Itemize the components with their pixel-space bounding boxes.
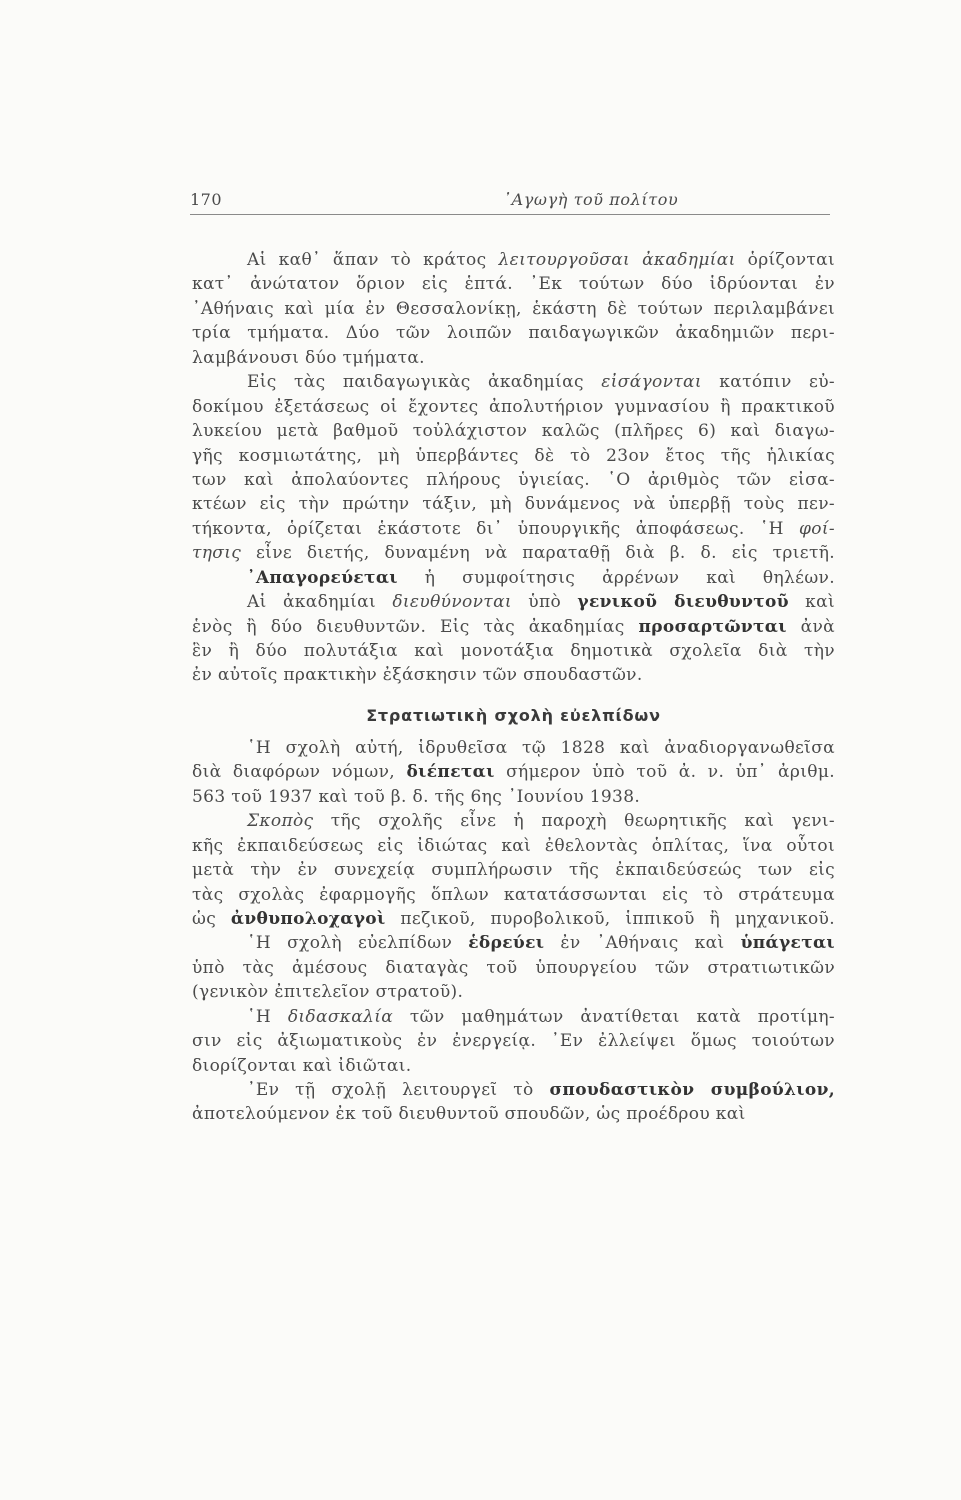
text-segment: ἐν αὐτοῖς πρακτικὴν ἐξάσκησιν τῶν σπουδαστῶν.: [192, 665, 643, 686]
text-segment: (γενικὸν ἐπιτελεῖον στρατοῦ).: [192, 982, 464, 1003]
text-segment: ὑπὸ τὰς ἀμέσους διαταγὰς τοῦ ὑπουργείου τῶν στρατιωτικῶν: [192, 957, 835, 978]
text-segment: καὶ: [788, 592, 835, 613]
text-segment: 563 τοῦ 1937 καὶ τοῦ β. δ. τῆς 6ης ᾿Ιουνίου 1938.: [192, 786, 641, 807]
text-line: [192, 834, 835, 858]
text-segment: ὡς: [192, 908, 231, 929]
text-segment: ᾿Αθήναις καὶ μία ἐν Θεσσαλονίκῃ, ἑκάστη δὲ τούτων περιλαμβάνει: [192, 298, 835, 319]
text-segment: λαμβάνουσι δύο τμήματα.: [192, 347, 425, 368]
text-segment: σιν εἰς ἀξιωματικοὺς ἐν ἐνεργείᾳ. ᾿Εν ἐλλείψει ὅμως τοιούτων: [192, 1031, 835, 1052]
text-segment: τῆς σχολῆς εἶνε ἡ παροχὴ θεωρητικῆς καὶ γενι-: [313, 811, 835, 832]
paragraph-block-academies: [192, 248, 835, 688]
italic-phrase: εἰσάγονται: [601, 372, 702, 393]
italic-phrase: τησις: [192, 543, 242, 564]
text-line: [192, 1029, 835, 1053]
text-line: [192, 1078, 835, 1102]
text-segment: Αἱ ἀκαδημίαι: [247, 592, 393, 613]
text-segment: κατ᾿ ἀνώτατον ὅριον εἰς ἑπτά. ᾿Εκ τούτων δύο ἱδρύονται ἐν: [192, 274, 835, 295]
text-segment: ἡ συμφοίτησις ἀρρένων καὶ θηλέων.: [397, 567, 835, 588]
page-number: 170: [190, 190, 223, 209]
text-segment: ὑπὸ: [511, 592, 578, 613]
text-segment: ῾Η: [247, 1006, 288, 1027]
text-segment: κῆς ἐκπαιδεύσεως εἰς ἰδιώτας καὶ ἐθελοντὰς ὁπλίτας, ἵνα οὗτοι: [192, 835, 835, 856]
text-segment: ὁρίζονται: [735, 250, 835, 270]
text-line: [192, 736, 835, 760]
text-line: [192, 663, 835, 687]
bold-phrase: ᾿Απαγορεύεται: [247, 567, 398, 588]
text-segment: κτέων εἰς τὴν πρώτην τάξιν, μὴ δυνάμενος νὰ ὑπερβῇ τοὺς πεν-: [192, 494, 835, 515]
text-line: [192, 760, 835, 784]
text-segment: ἐν ᾿Αθήναις καὶ: [544, 933, 741, 954]
text-line: [192, 931, 835, 955]
text-line: [192, 907, 835, 931]
text-line: [192, 639, 835, 663]
bold-phrase: γενικοῦ διευθυντοῦ: [577, 592, 789, 613]
italic-phrase: λειτουργοῦσαι ἀκαδημίαι: [498, 250, 736, 270]
text-segment: εἶνε διετής, δυναμένη νὰ παραταθῇ διὰ β. δ. εἰς τριετῆ.: [241, 543, 835, 564]
text-segment: διὰ διαφόρων νόμων,: [192, 762, 407, 783]
section-title: Στρατιωτικὴ σχολὴ εὐελπίδων: [366, 705, 661, 725]
paragraph-block-evelpidon: [192, 736, 835, 1127]
body-text: [192, 248, 835, 1127]
text-segment: ἀνὰ: [786, 616, 835, 637]
text-line: [192, 395, 835, 419]
text-line: [192, 492, 835, 516]
text-line: [192, 1054, 835, 1078]
italic-phrase: διευθύνονται: [392, 592, 512, 613]
text-line: [192, 468, 835, 492]
text-segment: Εἰς τὰς παιδαγωγικὰς ἀκαδημίας: [247, 372, 602, 393]
text-segment: τρία τμήματα. Δύο τῶν λοιπῶν παιδαγωγικῶν ἀκαδημιῶν περι-: [192, 323, 835, 344]
running-head: ᾿Αγωγὴ τοῦ πολίτου: [503, 190, 679, 209]
italic-phrase: διδασκαλία: [287, 1006, 394, 1027]
bold-phrase: προσαρτῶνται: [638, 616, 787, 637]
bold-phrase: σπουδαστικὸν συμβούλιον,: [549, 1080, 835, 1100]
text-segment: ῾Η σχολὴ αὐτή, ἱδρυθεῖσα τῷ 1828 καὶ ἀναδιοργανωθεῖσα: [247, 737, 835, 758]
bold-phrase: διέπεται: [406, 762, 495, 783]
text-line: [192, 321, 835, 345]
text-line: [192, 883, 835, 907]
text-line: [192, 858, 835, 882]
text-segment: ᾿Εν τῇ σχολῇ λειτουργεῖ τὸ: [247, 1080, 550, 1100]
text-line: [192, 956, 835, 980]
text-line: [192, 517, 835, 541]
italic-phrase: φοί-: [799, 518, 835, 539]
text-segment: κατόπιν εὐ-: [701, 372, 835, 393]
text-line: [192, 980, 835, 1004]
text-line: [192, 346, 835, 370]
text-segment: σήμερον ὑπὸ τοῦ ἀ. ν. ὑπ᾿ ἀριθμ.: [494, 762, 835, 783]
text-line: [192, 272, 835, 296]
page-header: [190, 190, 830, 215]
text-line: [192, 566, 835, 590]
text-segment: δοκίμου ἐξετάσεως οἱ ἔχοντες ἀπολυτήριον γυμνασίου ἢ πρακτικοῦ: [192, 396, 835, 417]
bold-phrase: ὑπάγεται: [740, 933, 836, 954]
text-segment: Αἱ καθ᾿ ἅπαν τὸ κράτος: [247, 250, 499, 270]
italic-phrase: Σκοπὸς: [247, 811, 314, 832]
text-line: [192, 541, 835, 565]
text-segment: μετὰ τὴν ἐν συνεχείᾳ συμπλήρωσιν τῆς ἐκπαιδεύσεώς των εἰς: [192, 860, 835, 881]
text-line: [192, 444, 835, 468]
text-segment: πεζικοῦ, πυροβολικοῦ, ἱππικοῦ ἢ μηχανικοῦ.: [385, 908, 835, 929]
text-line: [192, 1102, 835, 1126]
text-segment: ἑνὸς ἢ δύο διευθυντῶν. Εἰς τὰς ἀκαδημίας: [192, 616, 639, 637]
text-segment: γῆς κοσμιωτάτης, μὴ ὑπερβάντες δὲ τὸ 23ον ἔτος τῆς ἡλικίας: [192, 445, 835, 466]
text-segment: ἀποτελούμενον ἐκ τοῦ διευθυντοῦ σπουδῶν, ὡς προέδρου καὶ: [192, 1104, 746, 1125]
text-segment: τήκοντα, ὁρίζεται ἑκάστοτε δι᾿ ὑπουργικῆς ἀποφάσεως. ῾Η: [192, 518, 800, 539]
bold-phrase: ἀνθυπολοχαγοὶ: [230, 908, 386, 929]
text-line: [192, 248, 835, 272]
bold-phrase: ἑδρεύει: [468, 933, 545, 954]
text-segment: ῾Η σχολὴ εὐελπίδων: [247, 933, 469, 954]
text-line: [192, 590, 835, 614]
text-segment: των καὶ ἀπολαύοντες πλήρους ὑγιείας. ῾Ο ἀριθμὸς τῶν εἰσα-: [192, 469, 835, 490]
text-segment: τῶν μαθημάτων ἀνατίθεται κατὰ προτίμη-: [393, 1006, 835, 1027]
text-segment: διορίζονται καὶ ἰδιῶται.: [192, 1055, 412, 1076]
text-line: [192, 615, 835, 639]
text-segment: τὰς σχολὰς ἐφαρμογῆς ὅπλων κατατάσσωνται εἰς τὸ στράτευμα: [192, 884, 835, 905]
text-line: [192, 1005, 835, 1029]
text-line: [192, 297, 835, 321]
text-line: [192, 809, 835, 833]
text-segment: λυκείου μετὰ βαθμοῦ τοὐλάχιστον καλῶς (πλῆρες 6) καὶ διαγω-: [192, 421, 835, 442]
text-line: [192, 370, 835, 394]
text-line: [192, 419, 835, 443]
text-segment: ἓν ἢ δύο πολυτάξια καὶ μονοτάξια δημοτικὰ σχολεῖα διὰ τὴν: [192, 641, 835, 661]
text-line: [192, 785, 835, 809]
